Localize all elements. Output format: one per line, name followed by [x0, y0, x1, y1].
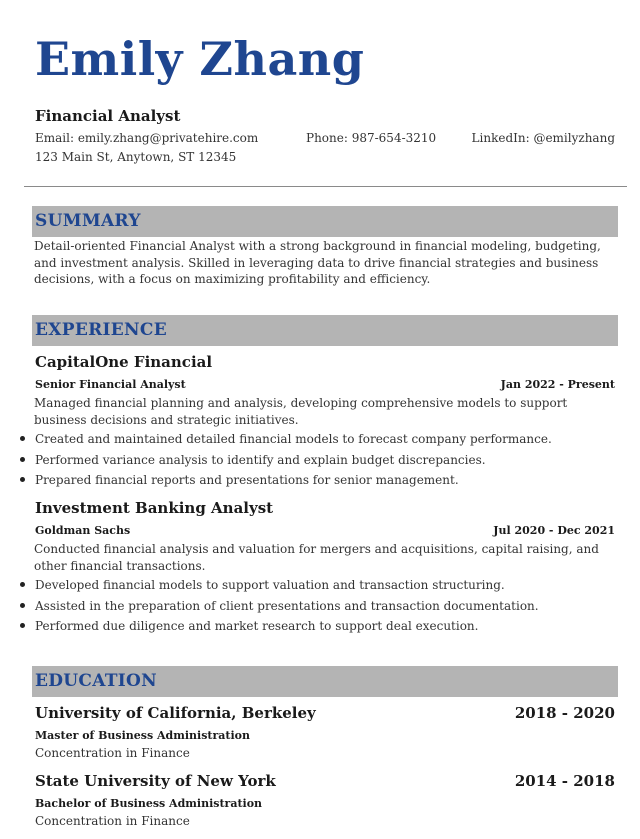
education-concentration: Concentration in Finance — [35, 814, 190, 828]
candidate-name: Emily Zhang — [35, 32, 365, 86]
education-degree: Master of Business Administration — [35, 729, 250, 742]
bullet-text: Created and maintained detailed financial models to forecast company performance. — [35, 432, 552, 446]
header-divider — [24, 186, 627, 187]
job-title: Investment Banking Analyst — [35, 499, 274, 517]
contact-email: Email: emily.zhang@privatehire.com — [35, 131, 259, 145]
education-school: State University of New York — [35, 772, 276, 790]
education-concentration: Concentration in Finance — [35, 746, 190, 760]
contact-phone: Phone: 987-654-3210 — [306, 131, 437, 145]
job-bullet-list — [20, 431, 620, 493]
summary-section-header — [32, 206, 618, 237]
job-bullet-list — [20, 577, 620, 639]
bullet-icon — [20, 457, 25, 462]
education-school: University of California, Berkeley — [35, 704, 316, 722]
bullet-icon — [20, 603, 25, 608]
education-heading: EDUCATION — [35, 671, 157, 691]
contact-linkedin: LinkedIn: @emilyzhang — [471, 131, 615, 145]
education-years: 2018 - 2020 — [514, 704, 615, 722]
list-item — [20, 618, 620, 639]
job-dates: Jul 2020 - Dec 2021 — [493, 524, 615, 537]
list-item — [20, 452, 620, 473]
bullet-text: Developed financial models to support valuation and transaction structuring. — [35, 578, 505, 592]
bullet-icon — [20, 477, 25, 482]
job-title: CapitalOne Financial — [35, 353, 213, 371]
list-item — [20, 598, 620, 619]
list-item — [20, 472, 620, 493]
bullet-icon — [20, 623, 25, 628]
job-subtitle: Senior Financial Analyst — [35, 378, 186, 391]
experience-section-header — [32, 315, 618, 346]
candidate-title: Financial Analyst — [35, 107, 181, 125]
bullet-icon — [20, 436, 25, 441]
job-description: Conducted financial analysis and valuation for mergers and acquisitions, capital raising, and other financial transactions. — [34, 542, 599, 573]
job-subtitle: Goldman Sachs — [35, 524, 131, 537]
summary-heading: SUMMARY — [35, 211, 141, 231]
contact-address: 123 Main St, Anytown, ST 12345 — [35, 150, 237, 164]
bullet-text: Performed variance analysis to identify and explain budget discrepancies. — [35, 452, 486, 467]
bullet-text: Assisted in the preparation of client presentations and transaction documentation. — [35, 598, 539, 613]
bullet-icon — [20, 582, 25, 587]
bullet-text: Performed due diligence and market research to support deal execution. — [35, 619, 479, 633]
education-years: 2014 - 2018 — [514, 772, 615, 790]
summary-text: Detail-oriented Financial Analyst with a strong background in financial modeling, budgeting, and investment analysis. Skilled in leveraging data to drive financial strategies and business decisions, with a focus on maximizing profitability and efficiency. — [34, 239, 601, 286]
list-item — [20, 577, 620, 598]
list-item — [20, 431, 620, 452]
bullet-text: Prepared financial reports and presentations for senior management. — [35, 473, 459, 487]
education-degree: Bachelor of Business Administration — [35, 797, 263, 810]
experience-heading: EXPERIENCE — [35, 320, 167, 340]
job-dates: Jan 2022 - Present — [500, 378, 615, 391]
job-description: Managed financial planning and analysis, developing comprehensive models to support business decisions and strategic initiatives. — [34, 396, 568, 427]
education-section-header — [32, 666, 618, 697]
